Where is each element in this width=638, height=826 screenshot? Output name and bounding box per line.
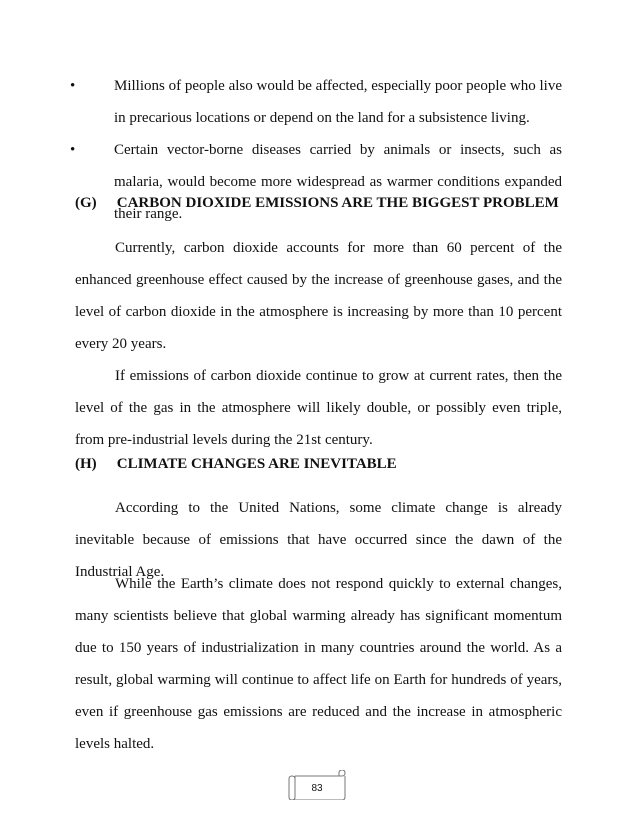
section-label: (G) (75, 195, 97, 211)
bullet-icon: • (70, 78, 76, 94)
bullet-text: Millions of people also would be affected, especially poor people who live in precarious locations or depend on the land for a subsistence living. (114, 78, 562, 126)
section-title: CLIMATE CHANGES ARE INEVITABLE (116, 456, 397, 472)
page-number: 83 (311, 783, 323, 794)
bullet-icon: • (70, 142, 76, 158)
paragraph: According to the United Nations, some climate change is already inevitable because of emissions that have occurred since the dawn of the Industrial Age. (75, 500, 562, 580)
list-item (0, 134, 562, 230)
list-item (0, 70, 562, 134)
bullet-text: Certain vector-borne diseases carried by animals or insects, such as malaria, would become more widespread as warmer conditions expanded their range. (114, 142, 562, 222)
section-heading-g (75, 193, 559, 213)
paragraph: While the Earth’s climate does not respond quickly to external changes, many scientists believe that global warming already has significant momentum due to 150 years of industrialization in many countries around the world. As a result, global warming will continue to affect life on Earth for hundreds of years, even if greenhouse gas emissions are reduced and the increase in atmospheric levels halted. (75, 576, 562, 752)
section-heading-h (75, 454, 397, 474)
paragraph: If emissions of carbon dioxide continue to grow at current rates, then the level of the gas in the atmosphere will likely double, or possibly even triple, from pre-industrial levels during the 21st century. (75, 368, 562, 448)
section-title: CARBON DIOXIDE EMISSIONS ARE THE BIGGEST PROBLEM (116, 195, 559, 211)
paragraph: Currently, carbon dioxide accounts for more than 60 percent of the enhanced greenhouse effect caused by the increase of greenhouse gases, and the level of carbon dioxide in the atmosphere is increasing by more than 10 percent every 20 years. (75, 240, 562, 352)
page-number-scroll (287, 770, 347, 800)
section-label: (H) (75, 456, 97, 472)
